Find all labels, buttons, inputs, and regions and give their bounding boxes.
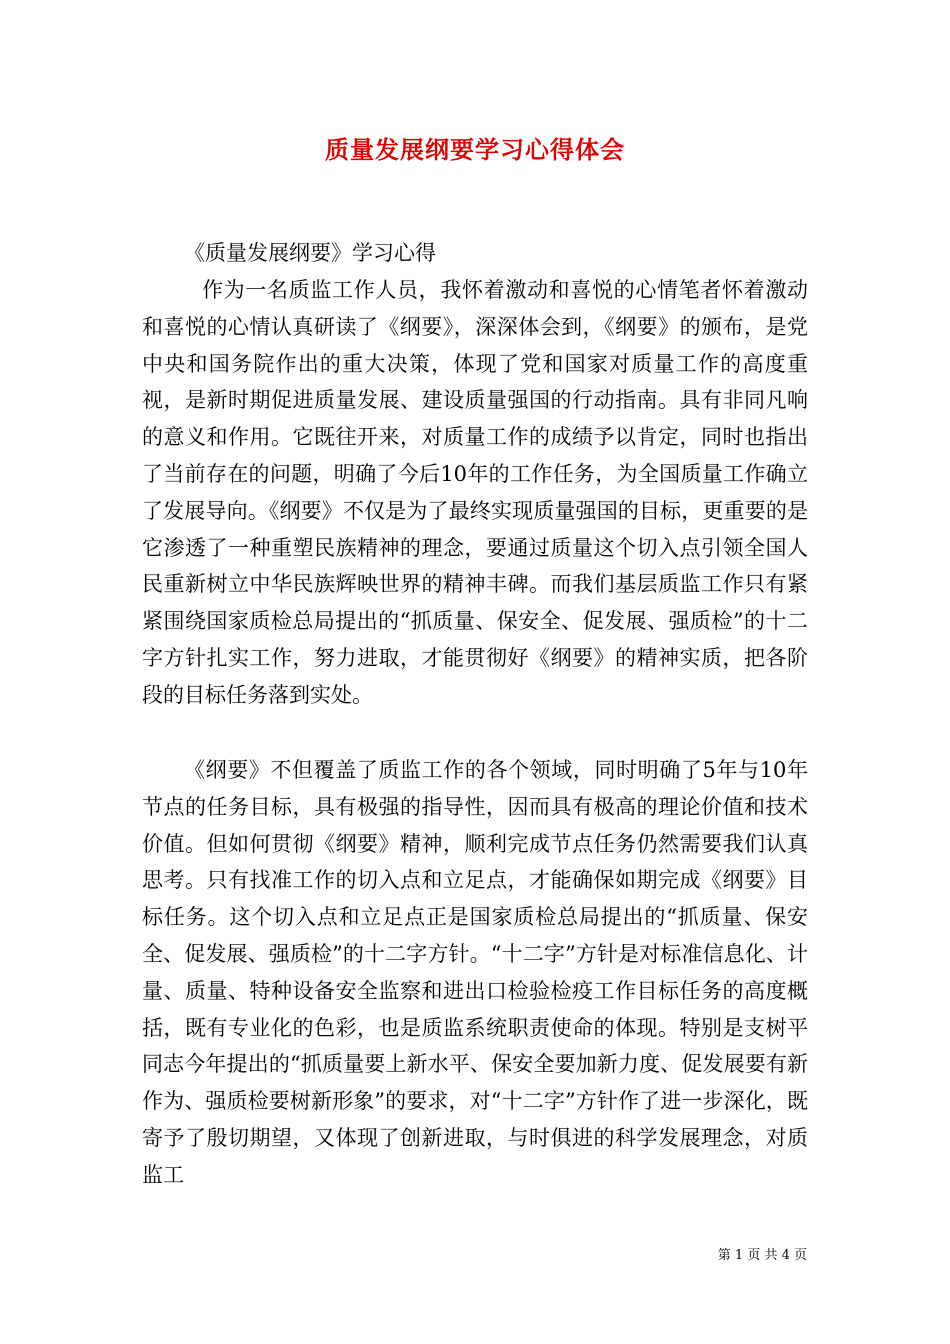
document-title: 质量发展纲要学习心得体会 (325, 135, 625, 164)
paragraph-1: 作为一名质监工作人员，我怀着激动和喜悦的心情笔者怀着激动和喜悦的心情认真研读了《纲要》，深深体会到，《纲要》的颁布，是党中央和国务院作出的重大决策，体现了党和国家对质量工作的高度重视，是新时期促进质量发展、建设质量强国的行动指南。具有非同凡响的意义和作用。它既往开来，对质量工作的成绩予以肯定，同时也指出了当前存在的问题，明确了今后10年的工作任务，为全国质量工作确立了发展导向。《纲要》不仅是为了最终实现质量强国的目标，更重要的是它渗透了一种重塑民族精神的理念，要通过质量这个切入点引领全国人民重新树立中华民族辉映世界的精神丰碑。而我们基层质监工作只有紧紧围绕国家质检总局提出的“抓质量、保安全、促发展、强质检”的十二字方针扎实工作，努力进取，才能贯彻好《纲要》的精神实质，把各阶段的目标任务落到实处。 (142, 278, 808, 707)
document-subtitle: 《质量发展纲要》学习心得 (184, 241, 436, 265)
page-number-footer: 第 1 页 共 4 页 (717, 1248, 807, 1263)
paragraph-2: 《纲要》不但覆盖了质监工作的各个领域，同时明确了5年与10年节点的任务目标，具有极强的指导性，因而具有极高的理论价值和技术价值。但如何贯彻《纲要》精神，顺利完成节点任务仍然需要我们认真思考。只有找准工作的切入点和立足点，才能确保如期完成《纲要》目标任务。这个切入点和立足点正是国家质检总局提出的“抓质量、保安全、促发展、强质检”的十二字方针。“十二字”方针是对标准信息化、计量、质量、特种设备安全监察和进出口检验检疫工作目标任务的高度概括，既有专业化的色彩，也是质监系统职责使命的体现。特别是支树平同志今年提出的“抓质量要上新水平、保安全要加新力度、促发展要有新作为、强质检要树新形象”的要求，对“十二字”方针作了进一步深化，既寄予了殷切期望，又体现了创新进取，与时俱进的科学发展理念，对质监工 (142, 758, 808, 1187)
